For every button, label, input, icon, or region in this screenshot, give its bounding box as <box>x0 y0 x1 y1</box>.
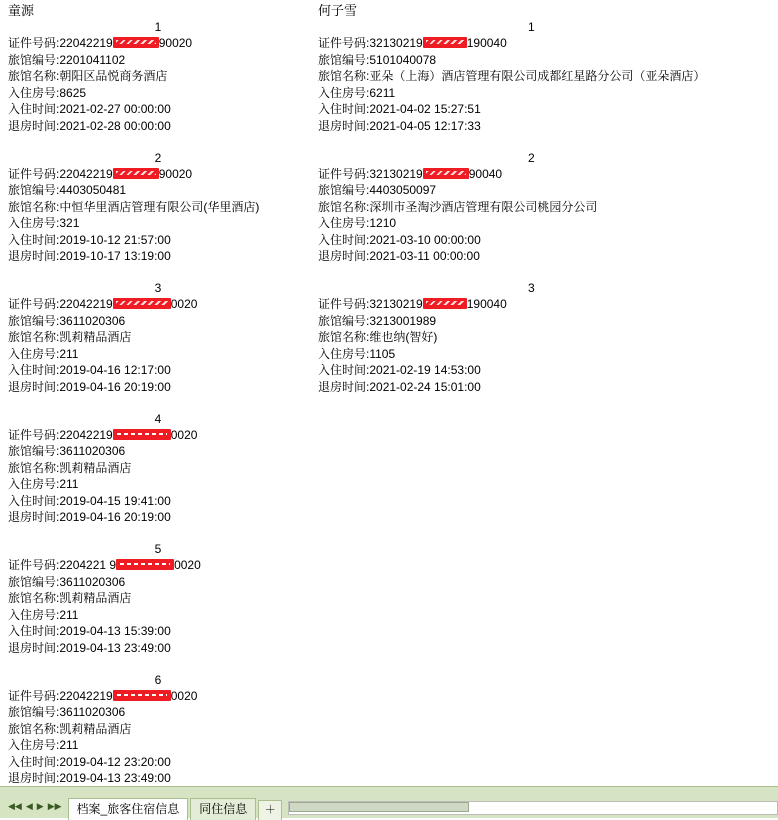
room-number-field <box>8 476 308 493</box>
id-number-label: 证件号码: <box>8 166 60 181</box>
checkout-time-field <box>8 118 308 135</box>
hotel-code-label: 旅馆编号: <box>8 313 60 328</box>
redaction-mark <box>423 37 467 48</box>
sheet-tab-bar[interactable] <box>0 786 778 818</box>
room-number-field <box>8 346 308 363</box>
list-item <box>8 412 308 526</box>
checkin-time-label: 入住时间: <box>8 493 60 508</box>
checkin-time-value: 2019-04-13 15:39:00 <box>59 624 171 638</box>
add-sheet-icon[interactable]: ＋ <box>258 800 282 820</box>
checkout-time-field <box>318 118 778 135</box>
id-number-label: 证件号码: <box>318 166 370 181</box>
id-number-field <box>8 557 308 574</box>
hotel-name-label: 旅馆名称: <box>8 199 60 214</box>
hotel-code-value: 4403050481 <box>59 183 127 197</box>
list-item <box>8 542 308 656</box>
checkin-time-value: 2021-02-19 14:53:00 <box>369 363 481 377</box>
sheet-nav-arrows[interactable] <box>4 795 68 817</box>
spacer-row <box>8 134 308 151</box>
redaction-mark <box>113 298 171 309</box>
spacer-row <box>318 134 778 151</box>
redaction-mark <box>423 168 469 179</box>
room-number-label: 入住房号: <box>318 346 370 361</box>
checkout-time-label: 退房时间: <box>318 249 370 263</box>
record-index: 5 <box>154 542 162 556</box>
redaction-mark <box>113 690 171 701</box>
checkin-time-field <box>8 623 308 640</box>
id-number-field <box>318 166 778 183</box>
tab-cohabitant-info[interactable]: 同住信息 <box>190 798 256 820</box>
record-index: 6 <box>154 672 162 687</box>
redaction-mark <box>113 429 171 440</box>
list-item <box>8 281 308 395</box>
prev-sheet-icon[interactable]: ◀ <box>25 801 33 811</box>
record-index: 4 <box>154 411 162 426</box>
checkin-time-label: 入住时间: <box>8 754 60 769</box>
hotel-name-value: 朝阳区品悦商务酒店 <box>59 69 168 83</box>
room-number-value: 211 <box>59 738 79 752</box>
room-number-value: 8625 <box>59 85 87 100</box>
hotel-name-value: 凯莉精品酒店 <box>59 330 132 344</box>
id-number-prefix: 2204221 9 <box>59 558 117 572</box>
hotel-name-field <box>318 199 778 216</box>
checkin-time-field <box>8 362 308 379</box>
hotel-code-label: 旅馆编号: <box>318 313 370 328</box>
checkin-time-value: 2019-04-16 12:17:00 <box>59 363 171 377</box>
id-number-suffix: 0020 <box>170 427 198 442</box>
checkout-time-label: 退房时间: <box>318 118 370 133</box>
hotel-code-field <box>8 704 308 721</box>
hotel-name-label: 旅馆名称: <box>8 721 60 736</box>
checkin-time-value: 2019-04-15 19:41:00 <box>59 493 171 508</box>
hotel-name-value: 凯莉精品酒店 <box>59 460 132 475</box>
hotel-name-label: 旅馆名称: <box>8 591 60 605</box>
record-index: 3 <box>528 281 535 295</box>
id-number-field <box>318 35 778 52</box>
id-number-prefix: 22042219 <box>59 427 113 442</box>
room-number-value: 6211 <box>369 85 396 100</box>
hotel-code-label: 旅馆编号: <box>8 183 60 197</box>
checkin-time-field <box>8 754 308 771</box>
checkout-time-field <box>318 379 778 396</box>
id-number-suffix: 190040 <box>466 297 507 311</box>
tab-archive-guest-stay-info[interactable]: 档案_旅客住宿信息 <box>68 798 189 820</box>
checkin-time-label: 入住时间: <box>318 102 370 116</box>
id-number-field <box>8 166 308 183</box>
id-number-suffix: 90040 <box>468 166 503 181</box>
id-number-prefix: 32130219 <box>369 297 423 311</box>
id-number-suffix: 0020 <box>170 688 198 703</box>
room-number-field <box>318 215 778 232</box>
room-number-field <box>318 346 778 363</box>
id-number-suffix: 0020 <box>170 297 198 311</box>
checkout-time-value: 2021-03-11 00:00:00 <box>369 249 480 263</box>
spacer-row <box>8 395 308 412</box>
hotel-code-value: 3611020306 <box>59 574 126 589</box>
id-number-label: 证件号码: <box>8 427 60 442</box>
hotel-name-value: 凯莉精品酒店 <box>59 721 132 736</box>
hotel-code-label: 旅馆编号: <box>8 705 60 719</box>
room-number-label: 入住房号: <box>8 607 60 622</box>
id-number-prefix: 22042219 <box>59 36 113 50</box>
id-number-suffix: 0020 <box>174 558 201 572</box>
horizontal-scrollbar[interactable] <box>288 801 778 815</box>
id-number-prefix: 22042219 <box>59 297 113 311</box>
checkin-time-field <box>318 362 778 379</box>
hotel-code-value: 3611020306 <box>59 705 126 719</box>
spacer-row <box>318 265 778 282</box>
hotel-code-value: 4403050097 <box>369 183 437 197</box>
checkin-time-value: 2021-02-27 00:00:00 <box>59 102 171 116</box>
hotel-name-label: 旅馆名称: <box>8 330 60 344</box>
checkout-time-value: 2019-04-16 20:19:00 <box>59 510 171 524</box>
hotel-name-value: 中恒华里酒店管理有限公司(华里酒店) <box>59 199 260 214</box>
hotel-code-value: 5101040078 <box>369 52 437 67</box>
right-person-column <box>312 0 778 786</box>
hotel-code-label: 旅馆编号: <box>8 444 60 458</box>
checkin-time-value: 2019-04-12 23:20:00 <box>59 754 171 769</box>
id-number-label: 证件号码: <box>8 558 60 572</box>
checkout-time-field <box>318 248 778 265</box>
room-number-value: 1105 <box>369 346 396 361</box>
id-number-suffix: 90020 <box>158 166 193 181</box>
hotel-name-label: 旅馆名称: <box>318 199 370 214</box>
checkout-time-field <box>8 640 308 657</box>
checkout-time-field <box>8 770 308 786</box>
hotel-name-field <box>318 329 778 346</box>
room-number-field <box>318 85 778 102</box>
id-number-field <box>8 35 308 52</box>
checkout-time-value: 2019-04-13 23:49:00 <box>59 640 171 655</box>
checkout-time-field <box>8 509 308 526</box>
room-number-value: 321 <box>59 216 80 230</box>
hotel-code-field <box>318 52 778 69</box>
hotel-name-label: 旅馆名称: <box>318 330 370 344</box>
room-number-label: 入住房号: <box>8 85 60 100</box>
scrollbar-thumb[interactable] <box>289 802 469 812</box>
hotel-code-field <box>8 574 308 591</box>
hotel-code-field <box>8 443 308 460</box>
hotel-code-field <box>8 313 308 330</box>
left-person-name: 童源 <box>8 3 35 18</box>
id-number-field <box>8 427 308 444</box>
id-number-label: 证件号码: <box>318 36 370 50</box>
hotel-name-field <box>8 68 308 85</box>
redaction-mark <box>113 37 159 48</box>
checkin-time-value: 2021-04-02 15:27:51 <box>369 102 481 116</box>
hotel-code-value: 3213001989 <box>369 313 437 328</box>
spacer-row <box>8 265 308 282</box>
hotel-code-label: 旅馆编号: <box>8 52 60 67</box>
room-number-value: 211 <box>59 607 79 622</box>
checkout-time-label: 退房时间: <box>8 510 60 524</box>
first-sheet-icon[interactable]: ◀◀ <box>8 801 22 811</box>
redaction-mark <box>423 298 467 309</box>
left-person-column <box>0 0 308 786</box>
id-number-field <box>8 296 308 313</box>
checkin-time-label: 入住时间: <box>318 363 370 377</box>
hotel-code-value: 3611020306 <box>59 313 126 328</box>
hotel-code-field <box>8 52 308 69</box>
list-item <box>318 151 778 265</box>
list-item <box>8 20 308 134</box>
next-sheet-icon[interactable]: ▶ <box>36 801 44 811</box>
hotel-name-field <box>8 460 308 477</box>
checkin-time-value: 2021-03-10 00:00:00 <box>369 232 481 247</box>
hotel-code-value: 3611020306 <box>59 444 126 458</box>
hotel-name-field <box>8 199 308 216</box>
hotel-name-field <box>8 721 308 738</box>
hotel-name-field <box>318 68 778 85</box>
id-number-suffix: 90020 <box>158 36 193 50</box>
checkout-time-label: 退房时间: <box>8 771 60 785</box>
id-number-label: 证件号码: <box>8 688 60 703</box>
id-number-prefix: 22042219 <box>59 166 113 181</box>
checkout-time-value: 2019-04-16 20:19:00 <box>59 379 171 394</box>
spacer-row <box>8 526 308 543</box>
id-number-label: 证件号码: <box>8 36 60 50</box>
checkin-time-label: 入住时间: <box>8 102 60 116</box>
hotel-code-value: 2201041102 <box>59 52 126 67</box>
hotel-name-label: 旅馆名称: <box>318 69 370 83</box>
spacer-row <box>8 656 308 673</box>
checkout-time-label: 退房时间: <box>318 379 370 394</box>
list-item <box>318 281 778 395</box>
id-number-prefix: 32130219 <box>369 36 423 50</box>
id-number-suffix: 190040 <box>466 36 507 50</box>
hotel-code-label: 旅馆编号: <box>318 52 370 67</box>
room-number-label: 入住房号: <box>8 477 60 491</box>
checkin-time-field <box>318 232 778 249</box>
checkin-time-field <box>8 232 308 249</box>
checkin-time-field <box>318 101 778 118</box>
list-item <box>318 20 778 134</box>
list-item <box>8 673 308 787</box>
checkout-time-value: 2021-04-05 12:17:33 <box>369 118 481 133</box>
room-number-label: 入住房号: <box>8 738 60 752</box>
checkout-time-label: 退房时间: <box>8 379 60 394</box>
id-number-label: 证件号码: <box>318 297 370 311</box>
last-sheet-icon[interactable]: ▶▶ <box>47 801 62 811</box>
room-number-value: 211 <box>59 346 79 361</box>
record-index: 1 <box>528 20 535 34</box>
checkin-time-label: 入住时间: <box>8 232 60 247</box>
room-number-label: 入住房号: <box>318 85 370 100</box>
hotel-name-value: 维也纳(智好) <box>369 330 438 344</box>
hotel-code-field <box>8 182 308 199</box>
id-number-field <box>318 296 778 313</box>
hotel-code-field <box>318 182 778 199</box>
checkin-time-field <box>8 493 308 510</box>
room-number-value: 1210 <box>369 216 397 230</box>
record-index: 2 <box>528 150 535 165</box>
checkin-time-value: 2019-10-12 21:57:00 <box>59 232 171 247</box>
id-number-prefix: 22042219 <box>59 688 113 703</box>
checkout-time-label: 退房时间: <box>8 118 60 133</box>
checkout-time-label: 退房时间: <box>8 249 60 263</box>
checkout-time-field <box>8 248 308 265</box>
checkin-time-label: 入住时间: <box>8 363 60 377</box>
id-number-field <box>8 688 308 705</box>
redaction-mark <box>116 559 174 570</box>
redaction-mark <box>113 168 159 179</box>
checkout-time-value: 2021-02-28 00:00:00 <box>59 118 171 133</box>
hotel-name-field <box>8 590 308 607</box>
record-index: 3 <box>154 281 162 295</box>
checkout-time-value: 2019-10-17 13:19:00 <box>59 249 171 263</box>
hotel-name-field <box>8 329 308 346</box>
hotel-name-value: 凯莉精品酒店 <box>59 591 132 605</box>
right-person-name: 何子雪 <box>318 3 358 18</box>
record-index: 2 <box>154 150 162 165</box>
checkin-time-label: 入住时间: <box>8 624 60 638</box>
room-number-field <box>8 215 308 232</box>
hotel-name-label: 旅馆名称: <box>8 69 60 83</box>
room-number-label: 入住房号: <box>8 216 60 230</box>
room-number-field <box>8 607 308 624</box>
checkin-time-field <box>8 101 308 118</box>
room-number-value: 211 <box>59 477 79 491</box>
room-number-field <box>8 737 308 754</box>
hotel-code-label: 旅馆编号: <box>8 574 60 589</box>
room-number-field <box>8 85 308 102</box>
room-number-label: 入住房号: <box>318 216 370 230</box>
checkout-time-field <box>8 379 308 396</box>
hotel-code-label: 旅馆编号: <box>318 183 370 197</box>
checkout-time-value: 2019-04-13 23:49:00 <box>59 771 171 785</box>
hotel-name-label: 旅馆名称: <box>8 460 60 475</box>
record-index: 1 <box>154 20 162 34</box>
list-item <box>8 151 308 265</box>
checkin-time-label: 入住时间: <box>318 232 370 247</box>
room-number-label: 入住房号: <box>8 346 60 361</box>
checkout-time-value: 2021-02-24 15:01:00 <box>369 379 481 394</box>
hotel-name-value: 亚朵（上海）酒店管理有限公司成都红星路分公司（亚朵酒店） <box>369 69 706 83</box>
id-number-prefix: 32130219 <box>369 166 423 181</box>
hotel-code-field <box>318 313 778 330</box>
id-number-label: 证件号码: <box>8 297 60 311</box>
hotel-name-value: 深圳市圣淘沙酒店管理有限公司桃园分公司 <box>369 199 598 214</box>
checkout-time-label: 退房时间: <box>8 640 60 655</box>
